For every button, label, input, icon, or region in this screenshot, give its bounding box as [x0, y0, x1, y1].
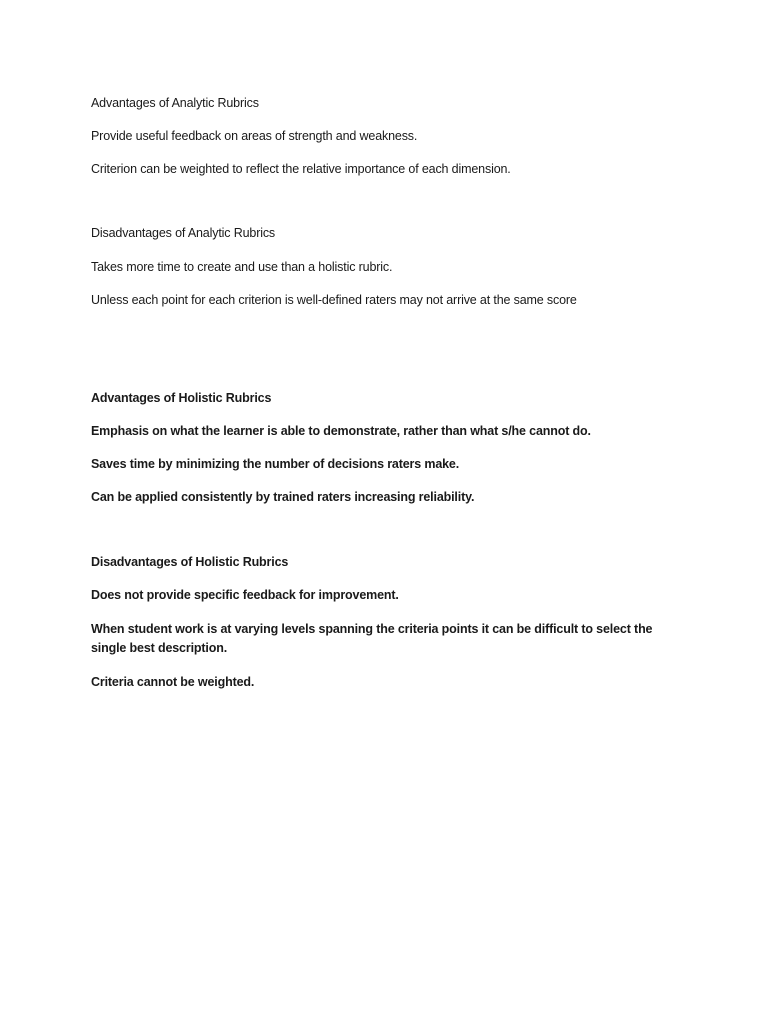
list-item: When student work is at varying levels spanning the criteria points it can be difficult to select the single best description.	[91, 622, 653, 655]
list-item: Provide useful feedback on areas of strength and weakness.	[91, 129, 418, 143]
list-item: Emphasis on what the learner is able to demonstrate, rather than what s/he cannot do.	[91, 424, 591, 438]
list-item: Criteria cannot be weighted.	[91, 675, 255, 689]
section-heading-holistic-disadvantages: Disadvantages of Holistic Rubrics	[91, 555, 289, 569]
list-item: Saves time by minimizing the number of decisions raters make.	[91, 457, 460, 471]
list-item: Takes more time to create and use than a holistic rubric.	[91, 260, 393, 274]
section-heading-holistic-advantages: Advantages of Holistic Rubrics	[91, 391, 272, 405]
list-item: Does not provide specific feedback for improvement.	[91, 588, 399, 602]
list-item: Criterion can be weighted to reflect the relative importance of each dimension.	[91, 162, 511, 176]
list-item: Unless each point for each criterion is well-defined raters may not arrive at the same score	[91, 293, 577, 307]
section-heading-analytic-disadvantages: Disadvantages of Analytic Rubrics	[91, 226, 276, 240]
section-heading-analytic-advantages: Advantages of Analytic Rubrics	[91, 96, 259, 110]
list-item: Can be applied consistently by trained raters increasing reliability.	[91, 490, 475, 504]
